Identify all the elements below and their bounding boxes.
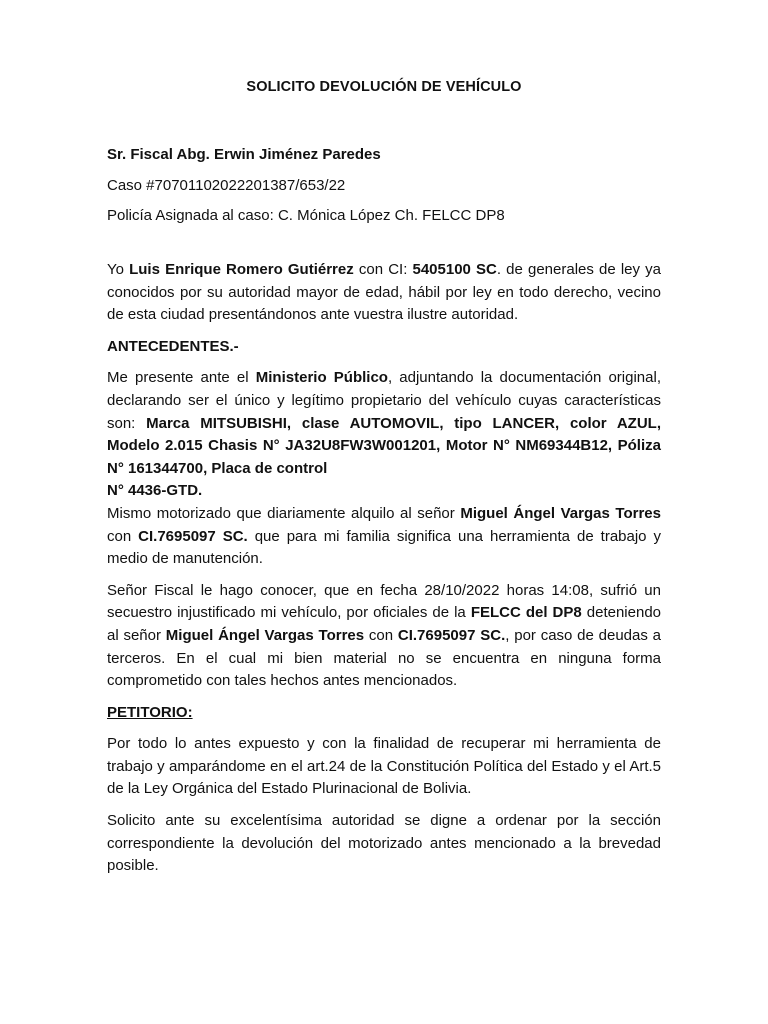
petitorio-heading: PETITORIO: [107,703,193,721]
antecedentes-1-text-2: , adjuntando la documentación original, declarando ser el único y legítimo propietario del vehículo cuyas características son: [107,369,661,432]
detained-ci: CI.7695097 SC. [397,626,506,644]
document-header [107,140,505,232]
felcc-unit: FELCC del DP8 [470,604,582,622]
petitorio-paragraph-2: Solicito ante su excelentísima autoridad se digne a ordenar por la sección correspondiente la devolución del motorizado antes mencionado a la brevedad posible. [107,812,661,875]
petitorio-heading-block [107,702,661,725]
antecedentes-3-text-2: deteniendo al señor [107,604,662,644]
applicant-ci: 5405100 SC [412,261,497,278]
antecedentes-paragraph-1 [107,367,661,503]
police-assigned: Policía Asignada al caso: C. Mónica López Ch. FELCC DP8 [107,207,505,224]
antecedentes-2-text-1: Mismo motorizado que diariamente alquilo al señor [107,504,461,522]
antecedentes-3-text-3: con [364,626,398,644]
applicant-name: Luis Enrique Romero Gutiérrez [129,261,354,278]
case-number: Caso #70701102022201387/653/22 [107,176,346,194]
antecedentes-paragraph-2 [107,503,661,571]
antecedentes-2-text-3: que para mi familia significa una herramienta de trabajo y medio de manutención. [107,527,661,568]
antecedentes-1-text-1: Me presente ante el [107,369,256,387]
vehicle-plate: N° 4436-GTD. [107,482,203,500]
antecedentes-3-text-4: , por caso de deudas a terceros. En el cual mi bien material no se encuentra en ninguna forma comprometido con tales hechos antes mencionados. [107,626,661,690]
intro-text-3: . de generales de ley ya conocidos por su autoridad mayor de edad, hábil por ley en todo derecho, vecino de esta ciudad presentándonos ante vuestra ilustre autoridad. [107,261,661,324]
detained-person: Miguel Ángel Vargas Torres [165,626,365,644]
document-body [107,259,661,887]
addressee: Sr. Fiscal Abg. Erwin Jiménez Paredes [107,146,381,163]
vehicle-specs: Marca MITSUBISHI, clase AUTOMOVIL, tipo LANCER, color AZUL, Modelo 2.015 Chasis N° JA32U8FW3W001201, Motor N° NM69344B12, Póliza N° 161344700, Placa de control [107,414,661,477]
driver-ci: CI.7695097 SC. [138,527,248,545]
document-title: SOLICITO DEVOLUCIÓN DE VEHÍCULO [246,79,522,95]
intro-text-1: Yo [107,261,130,278]
antecedentes-paragraph-3 [107,580,661,693]
intro-text-2: con CI: [353,261,413,278]
antecedentes-2-text-2: con [107,527,139,545]
antecedentes-3-text-1: Señor Fiscal le hago conocer, que en fecha 28/10/2022 horas 14:08, sufrió un secuestro injustificado mi vehículo, por oficiales de la [107,581,661,622]
driver-name: Miguel Ángel Vargas Torres [460,504,661,522]
intro-paragraph [107,259,661,327]
antecedentes-heading: ANTECEDENTES.- [107,337,239,355]
ministerio-publico: Ministerio Público [255,369,388,387]
petitorio-paragraph-1: Por todo lo antes expuesto y con la finalidad de recuperar mi herramienta de trabajo y amparándome en el art.24 de la Constitución Política del Estado y el Art.5 de la Ley Orgánica del Estado Plurinacional de Bolivia. [107,735,661,798]
